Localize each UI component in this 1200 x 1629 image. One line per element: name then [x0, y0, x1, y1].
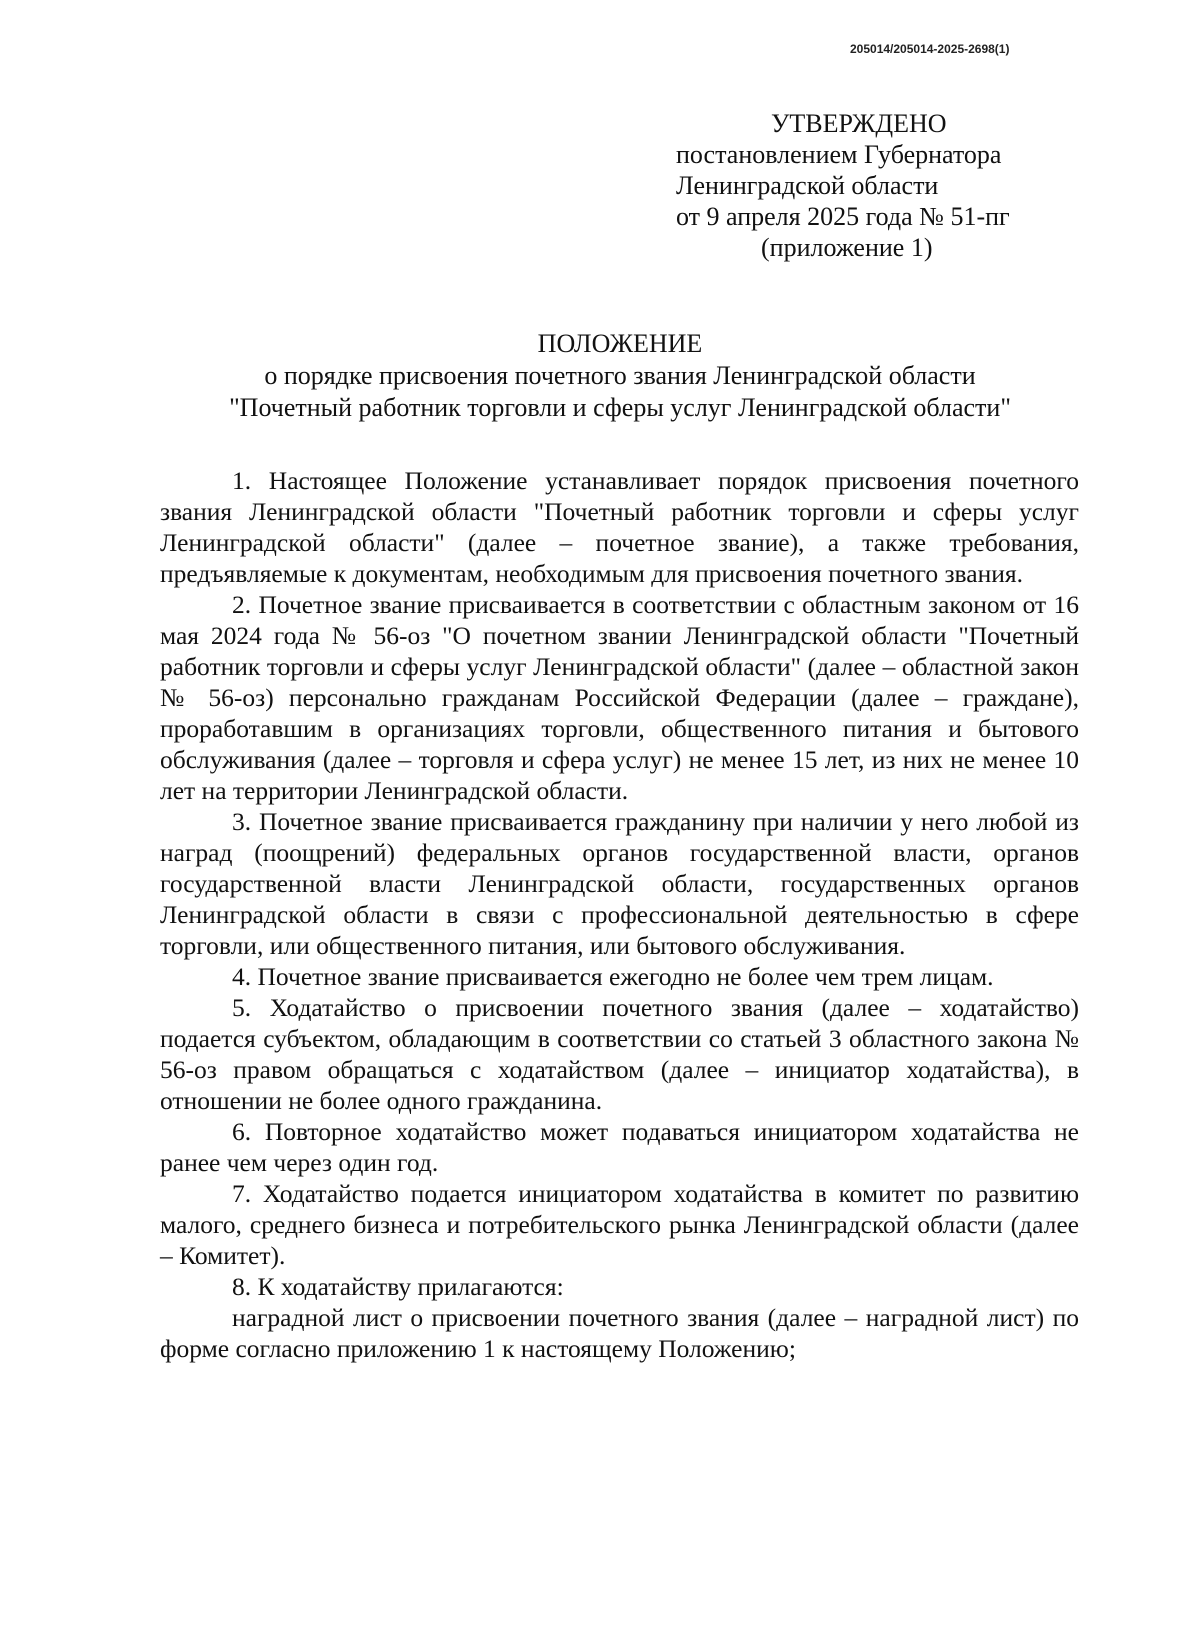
paragraph-7: 7. Ходатайство подается инициатором ходатайства в комитет по развитию малого, среднего бизнеса и потребительского рынка Ленинградской области (далее – Комитет). [160, 1179, 1079, 1270]
approval-stamp [676, 108, 1116, 263]
paragraph-5: 5. Ходатайство о присвоении почетного звания (далее – ходатайство) подается субъектом, обладающим в соответствии со статьей 3 областного закона № 56-оз правом обращаться с ходатайством (далее – инициатор ходатайства), в отношении не более одного гражданина. [160, 993, 1079, 1115]
approval-line-3: от 9 апреля 2025 года № 51-пг [676, 202, 1010, 231]
document-heading [160, 328, 1080, 424]
document-title: ПОЛОЖЕНИЕ [537, 329, 703, 358]
approval-line-1: постановлением Губернатора [676, 140, 1002, 169]
paragraph-8: 8. К ходатайству прилагаются: [232, 1272, 564, 1301]
paragraph-8-item-award-sheet: наградной лист о присвоении почетного звания (далее – наградной лист) по форме согласно приложению 1 к настоящему Положению; [160, 1303, 1079, 1363]
document-id: 205014/205014-2025-2698(1) [850, 42, 1010, 56]
approval-line-2: Ленинградской области [676, 171, 939, 200]
paragraph-6: 6. Повторное ходатайство может подаваться инициатором ходатайства не ранее чем через один год. [160, 1117, 1079, 1177]
document-subtitle-1: о порядке присвоения почетного звания Ленинградской области [264, 361, 976, 390]
paragraph-2: 2. Почетное звание присваивается в соответствии с областным законом от 16 мая 2024 года № 56-оз "О почетном звании Ленинградской области "Почетный работник торговли и сферы услуг Ленинградской области" (далее – областной закон № 56-оз) персонально гражданам Российской Федерации (далее – граждане), проработавшим в организациях торговли, общественного питания и бытового обслуживания (далее – торговля и сфера услуг) не менее 15 лет, из них не менее 10 лет на территории Ленинградской области. [160, 590, 1079, 805]
approval-title: УТВЕРЖДЕНО [771, 109, 947, 138]
document-body [160, 465, 1079, 1364]
paragraph-3: 3. Почетное звание присваивается гражданину при наличии у него любой из наград (поощрений) федеральных органов государственной власти, органов государственной власти Ленинградской области, государственных органов Ленинградской области в связи с профессиональной деятельностью в сфере торговли, или общественного питания, или бытового обслуживания. [160, 807, 1079, 960]
approval-appendix: (приложение 1) [761, 233, 933, 262]
document-subtitle-2: "Почетный работник торговли и сферы услуг Ленинградской области" [229, 393, 1011, 422]
paragraph-1: 1. Настоящее Положение устанавливает порядок присвоения почетного звания Ленинградской области "Почетный работник торговли и сферы услуг Ленинградской области" (далее – почетное звание), а также требования, предъявляемые к документам, необходимым для присвоения почетного звания. [160, 466, 1079, 588]
paragraph-4: 4. Почетное звание присваивается ежегодно не более чем трем лицам. [232, 962, 994, 991]
